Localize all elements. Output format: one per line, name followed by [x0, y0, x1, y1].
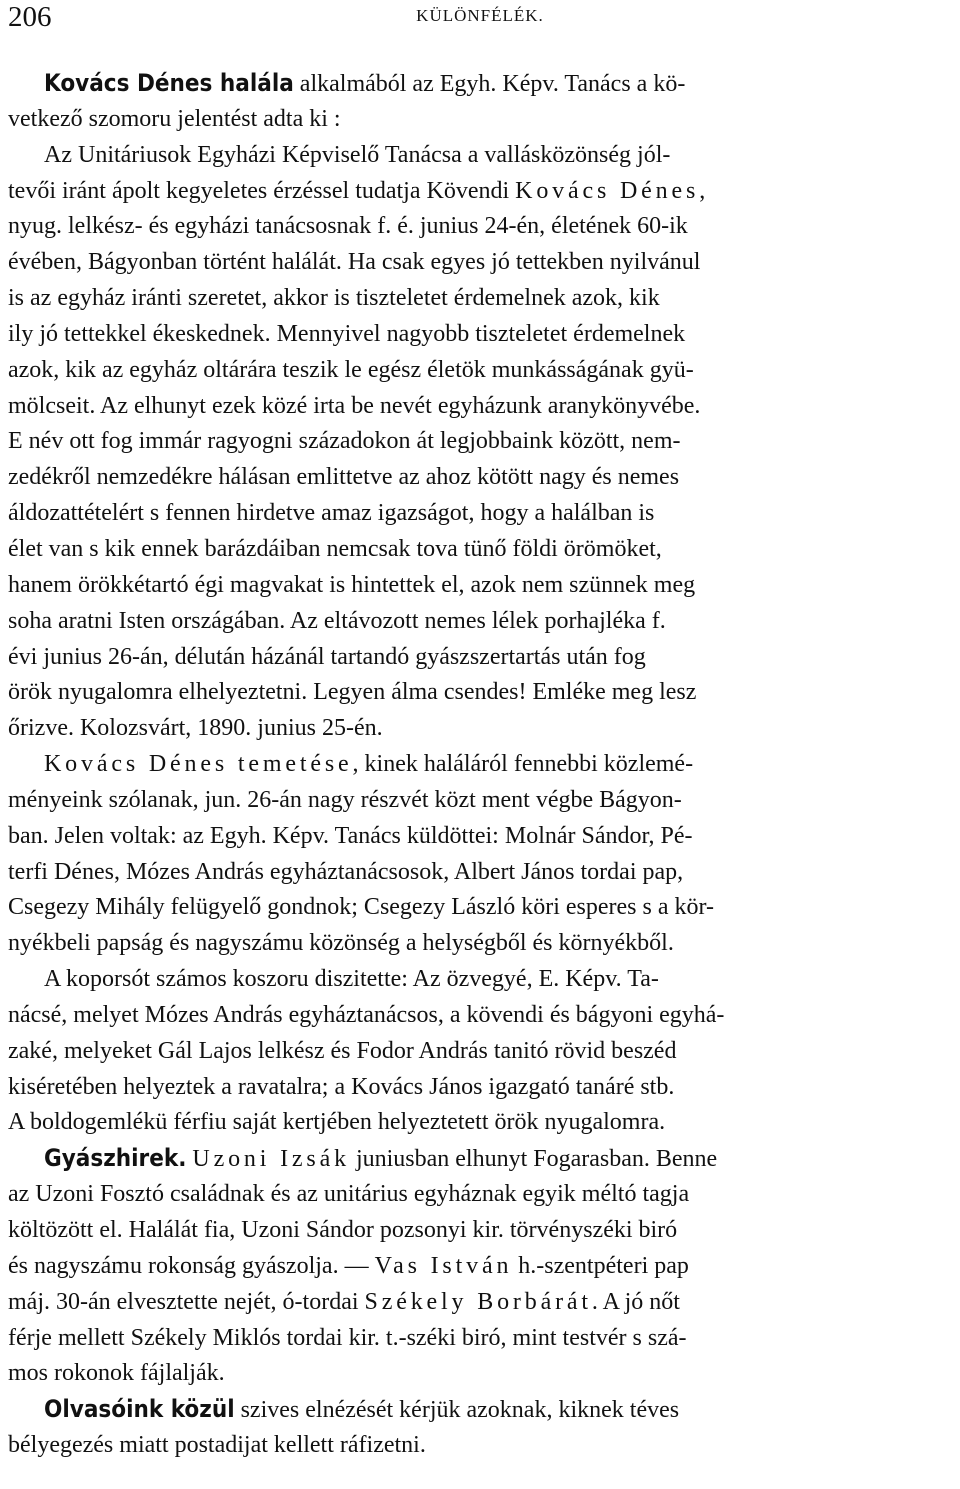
- text-run: is az egyház iránti szeretet, akkor is tiszteletet érdemelnek azok, kik: [8, 285, 660, 312]
- text-line: [8, 819, 858, 855]
- run-in-heading: Kovács Dénes halála: [44, 69, 294, 97]
- text-line: [8, 604, 858, 640]
- running-head: KÜLÖNFÉLÉK.: [416, 6, 544, 25]
- spaced-name: Uzoni Izsák: [192, 1146, 350, 1173]
- text-run: h.-szentpéteri pap: [512, 1252, 689, 1279]
- text-line: [8, 496, 858, 532]
- text-line: [8, 460, 858, 496]
- text-run: alkalmából az Egyh. Képv. Tanács a kö-: [293, 71, 686, 97]
- text-line: [8, 1034, 858, 1070]
- text-run: [8, 1397, 44, 1423]
- text-run: nácsé, melyet Mózes András egyháztanácsos, a kövendi és bágyoni egyhá-: [8, 1001, 725, 1028]
- text-run: őrizve. Kolozsvárt, 1890. junius 25-én.: [8, 715, 383, 742]
- spaced-name: Kovács Dénes temetése: [44, 751, 353, 778]
- run-in-heading: Olvasóink közül: [44, 1395, 235, 1424]
- text-run: ban. Jelen voltak: az Egyh. Képv. Tanács küldöttei: Molnár Sándor, Pé-: [8, 822, 693, 849]
- text-line: [8, 1213, 858, 1249]
- text-run: Az Unitáriusok Egyházi Képviselő Tanácsa a vallásközönség jól-: [8, 141, 671, 168]
- text-line: [8, 66, 858, 102]
- text-line: [8, 102, 858, 138]
- text-run: . A jó nőt: [591, 1288, 680, 1315]
- text-run: ,: [699, 177, 706, 204]
- text-run: nyug. lelkész- és egyházi tanácsosnak f. é. junius 24-én, életének 60-ik: [8, 213, 688, 240]
- text-line: [8, 962, 858, 998]
- text-run: férje mellett Székely Miklós tordai kir. t.-széki biró, mint testvér s szá-: [8, 1324, 687, 1351]
- text-run: [8, 1146, 44, 1172]
- text-run: és nagyszámu rokonság gyászolja. —: [8, 1252, 375, 1279]
- text-line: [8, 281, 858, 317]
- run-in-heading: Gyászhirek.: [44, 1144, 187, 1173]
- spaced-name: Vas István: [374, 1252, 513, 1279]
- text-run: örök nyugalomra elhelyeztetni. Legyen álma csendes! Emléke meg lesz: [8, 679, 697, 706]
- text-run: szives elnézését kérjük azoknak, kiknek téves: [234, 1397, 680, 1424]
- article-body: [8, 66, 858, 1464]
- text-line: [8, 1105, 858, 1141]
- text-line: [8, 711, 858, 747]
- text-line: [8, 1177, 858, 1213]
- text-line: [8, 532, 858, 568]
- text-run: évi junius 26-án, délután házánál tartandó gyászszertartás után fog: [8, 643, 646, 670]
- text-run: vetkező szomoru jelentést adta ki :: [8, 105, 341, 132]
- text-line: [8, 1249, 858, 1285]
- text-line: [8, 926, 858, 962]
- text-run: A boldogemlékü férfiu saját kertjében helyeztetett örök nyugalomra.: [8, 1109, 666, 1136]
- text-run: nyékbeli papság és nagyszámu közönség a helységből és környékből.: [8, 930, 674, 957]
- text-run: soha aratni Isten országában. Az eltávozott nemes lélek porhajléka f.: [8, 607, 666, 634]
- text-run: Csegezy Mihály felügyelő gondnok; Csegezy László köri esperes s a kör-: [8, 894, 714, 921]
- text-run: zaké, melyeket Gál Lajos lelkész és Fodor András tanitó rövid beszéd: [8, 1037, 677, 1064]
- text-line: [8, 998, 858, 1034]
- text-line: [8, 353, 858, 389]
- text-run: ily jó tettekkel ékeskednek. Mennyivel nagyobb tiszteletet érdemelnek: [8, 320, 686, 347]
- text-line: [8, 783, 858, 819]
- text-run: áldozattételért s fennen hirdetve amaz igazságot, hogy a halálban is: [8, 500, 655, 527]
- text-line: [8, 424, 858, 460]
- text-run: azok, kik az egyház oltárára teszik le egész életök munkásságának gyü-: [8, 356, 694, 383]
- text-run: tevői iránt ápolt kegyeletes érzéssel tudatja Kövendi: [8, 177, 516, 204]
- text-line: [8, 1285, 858, 1321]
- text-line: [8, 675, 858, 711]
- text-line: [8, 1141, 858, 1177]
- text-line: [8, 138, 858, 174]
- text-line: [8, 1321, 858, 1357]
- text-line: [8, 389, 858, 425]
- text-run: az Uzoni Fosztó családnak és az unitárius egyháznak egyik méltó tagja: [8, 1181, 690, 1208]
- page-header: [0, 0, 960, 40]
- spaced-name: Kovács Dénes: [515, 177, 700, 204]
- text-run: [8, 71, 44, 97]
- text-run: ményeink szólanak, jun. 26-án nagy részvét közt ment végbe Bágyon-: [8, 786, 682, 813]
- text-run: terfi Dénes, Mózes András egyháztanácsosok, Albert János tordai pap,: [8, 858, 684, 885]
- text-run: juniusban elhunyt Fogarasban. Benne: [349, 1146, 718, 1173]
- text-run: hanem örökkétartó égi magvakat is hintettek el, azok nem szünnek meg: [8, 571, 696, 598]
- text-run: máj. 30-án elvesztette nejét, ó-tordai: [8, 1288, 365, 1315]
- text-run: E név ott fog immár ragyogni századokon át legjobbaink között, nem-: [8, 428, 681, 455]
- text-run: [8, 751, 44, 777]
- text-run: élet van s kik ennek barázdáiban nemcsak tova tünő földi örömöket,: [8, 535, 662, 562]
- text-line: [8, 317, 858, 353]
- text-run: A koporsót számos koszoru diszitette: Az özvegyé, E. Képv. Ta-: [8, 966, 659, 993]
- text-line: [8, 245, 858, 281]
- text-run: zedékről nemzedékre hálásan emlittetve az ahoz kötött nagy és nemes: [8, 464, 680, 491]
- text-line: [8, 1356, 858, 1392]
- text-line: [8, 640, 858, 676]
- text-run: kiséretében helyeztek a ravatalra; a Kovács János igazgató tanáré stb.: [8, 1073, 675, 1100]
- text-run: mos rokonok fájlalják.: [8, 1360, 225, 1387]
- text-run: bélyegezés miatt postadijat kellett ráfizetni.: [8, 1432, 426, 1459]
- text-line: [8, 1070, 858, 1106]
- text-line: [8, 855, 858, 891]
- text-line: [8, 209, 858, 245]
- page-number: 206: [8, 1, 52, 33]
- text-line: [8, 1428, 858, 1464]
- text-run: költözött el. Halálát fia, Uzoni Sándor pozsonyi kir. törvényszéki biró: [8, 1217, 678, 1243]
- text-line: [8, 174, 858, 210]
- text-run: mölcseit. Az elhunyt ezek közé irta be nevét egyházunk aranykönyvébe.: [8, 392, 701, 419]
- text-line: [8, 568, 858, 604]
- text-line: [8, 890, 858, 926]
- text-line: [8, 1392, 858, 1428]
- spaced-name: Székely Borbárát: [364, 1288, 592, 1315]
- text-line: [8, 747, 858, 783]
- text-run: , kinek haláláról fennebbi közlemé-: [352, 751, 694, 778]
- text-run: évében, Bágyonban történt halálát. Ha csak egyes jó tettekben nyilvánul: [8, 249, 701, 276]
